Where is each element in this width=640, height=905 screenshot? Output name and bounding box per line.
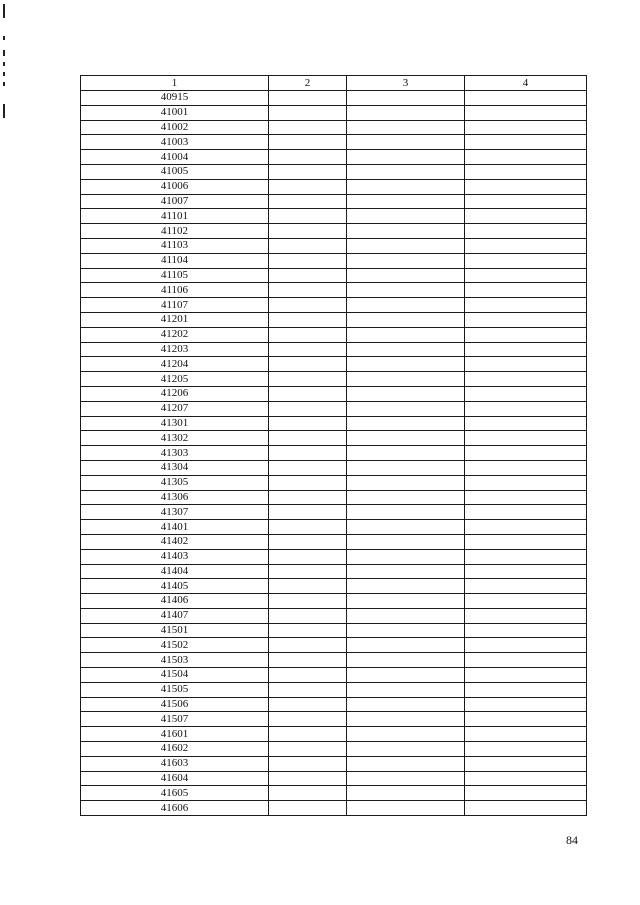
table-cell-col2 — [269, 608, 347, 623]
row-code-cell: 41302 — [81, 431, 269, 446]
table-row — [81, 786, 587, 801]
table-cell-col3 — [347, 623, 465, 638]
table-row — [81, 194, 587, 209]
table-cell-col2 — [269, 771, 347, 786]
table-row — [81, 164, 587, 179]
table-cell-col2 — [269, 594, 347, 609]
table-cell-col4 — [465, 460, 587, 475]
table-cell-col2 — [269, 490, 347, 505]
table-cell-col2 — [269, 460, 347, 475]
row-code-cell: 41002 — [81, 120, 269, 135]
table-row — [81, 594, 587, 609]
table-row — [81, 549, 587, 564]
table-cell-col4 — [465, 579, 587, 594]
table-row — [81, 327, 587, 342]
row-code-cell: 41502 — [81, 638, 269, 653]
table-cell-col3 — [347, 164, 465, 179]
table-header-row — [81, 76, 587, 91]
row-code-cell: 41601 — [81, 727, 269, 742]
table-cell-col2 — [269, 579, 347, 594]
row-code-cell: 41105 — [81, 268, 269, 283]
table-row — [81, 431, 587, 446]
table-cell-col3 — [347, 638, 465, 653]
table-cell-col2 — [269, 105, 347, 120]
table-cell-col3 — [347, 801, 465, 816]
table-cell-col3 — [347, 431, 465, 446]
table-cell-col2 — [269, 623, 347, 638]
row-code-cell: 41403 — [81, 549, 269, 564]
table-cell-col3 — [347, 771, 465, 786]
row-code-cell: 41402 — [81, 534, 269, 549]
table-cell-col2 — [269, 475, 347, 490]
table-row — [81, 801, 587, 816]
table-cell-col4 — [465, 238, 587, 253]
table-cell-col4 — [465, 742, 587, 757]
table-row — [81, 312, 587, 327]
table-cell-col3 — [347, 238, 465, 253]
table-cell-col3 — [347, 712, 465, 727]
row-code-cell: 41406 — [81, 594, 269, 609]
table-cell-col4 — [465, 150, 587, 165]
table-cell-col4 — [465, 668, 587, 683]
table-row — [81, 224, 587, 239]
table-cell-col2 — [269, 179, 347, 194]
table-row — [81, 357, 587, 372]
table-cell-col4 — [465, 697, 587, 712]
table-cell-col4 — [465, 490, 587, 505]
row-code-cell: 41603 — [81, 756, 269, 771]
table-row — [81, 727, 587, 742]
table-cell-col4 — [465, 253, 587, 268]
table-row — [81, 682, 587, 697]
row-code-cell: 41202 — [81, 327, 269, 342]
table-cell-col3 — [347, 682, 465, 697]
table-cell-col3 — [347, 268, 465, 283]
row-code-cell: 41107 — [81, 298, 269, 313]
table-row — [81, 475, 587, 490]
table-cell-col4 — [465, 712, 587, 727]
table-cell-col2 — [269, 135, 347, 150]
row-code-cell: 41305 — [81, 475, 269, 490]
page-number: 84 — [566, 833, 578, 847]
table-cell-col3 — [347, 416, 465, 431]
table-cell-col4 — [465, 105, 587, 120]
table-row — [81, 505, 587, 520]
row-code-cell: 41006 — [81, 179, 269, 194]
table-row — [81, 668, 587, 683]
table-cell-col3 — [347, 194, 465, 209]
table-cell-col2 — [269, 505, 347, 520]
table-cell-col2 — [269, 549, 347, 564]
table-row — [81, 460, 587, 475]
table-cell-col3 — [347, 105, 465, 120]
table-row — [81, 253, 587, 268]
row-code-cell: 41007 — [81, 194, 269, 209]
table-row — [81, 608, 587, 623]
table-row — [81, 756, 587, 771]
table-row — [81, 401, 587, 416]
table-cell-col2 — [269, 801, 347, 816]
row-code-cell: 41405 — [81, 579, 269, 594]
table-cell-col2 — [269, 342, 347, 357]
table-cell-col4 — [465, 283, 587, 298]
table-cell-col2 — [269, 446, 347, 461]
row-code-cell: 41206 — [81, 386, 269, 401]
table-cell-col3 — [347, 564, 465, 579]
table-row — [81, 697, 587, 712]
row-code-cell: 41103 — [81, 238, 269, 253]
table-cell-col2 — [269, 386, 347, 401]
table-row — [81, 742, 587, 757]
table-cell-col4 — [465, 446, 587, 461]
row-code-cell: 41404 — [81, 564, 269, 579]
row-code-cell: 41203 — [81, 342, 269, 357]
row-code-cell: 41204 — [81, 357, 269, 372]
table-cell-col3 — [347, 594, 465, 609]
table-cell-col2 — [269, 120, 347, 135]
table-row — [81, 653, 587, 668]
table-cell-col3 — [347, 534, 465, 549]
table-row — [81, 520, 587, 535]
table-cell-col4 — [465, 682, 587, 697]
table-cell-col2 — [269, 520, 347, 535]
column-header-4: 4 — [465, 76, 587, 91]
table-cell-col4 — [465, 608, 587, 623]
table-row — [81, 105, 587, 120]
row-code-cell: 41101 — [81, 209, 269, 224]
table-cell-col4 — [465, 638, 587, 653]
row-code-cell: 41004 — [81, 150, 269, 165]
table-cell-col3 — [347, 372, 465, 387]
table-row — [81, 179, 587, 194]
table-cell-col2 — [269, 534, 347, 549]
table-cell-col4 — [465, 401, 587, 416]
table-cell-col2 — [269, 668, 347, 683]
row-code-cell: 41303 — [81, 446, 269, 461]
table-cell-col2 — [269, 209, 347, 224]
table-cell-col2 — [269, 401, 347, 416]
table-cell-col4 — [465, 505, 587, 520]
table-cell-col4 — [465, 431, 587, 446]
table-cell-col4 — [465, 416, 587, 431]
data-table — [80, 75, 587, 816]
row-code-cell: 41505 — [81, 682, 269, 697]
row-code-cell: 41104 — [81, 253, 269, 268]
row-code-cell: 41602 — [81, 742, 269, 757]
table-cell-col4 — [465, 120, 587, 135]
row-code-cell: 41001 — [81, 105, 269, 120]
row-code-cell: 41501 — [81, 623, 269, 638]
table-cell-col2 — [269, 712, 347, 727]
table-cell-col2 — [269, 238, 347, 253]
row-code-cell: 41201 — [81, 312, 269, 327]
table-cell-col2 — [269, 194, 347, 209]
table-cell-col4 — [465, 209, 587, 224]
row-code-cell: 41604 — [81, 771, 269, 786]
table-cell-col3 — [347, 742, 465, 757]
table-cell-col3 — [347, 179, 465, 194]
table-cell-col3 — [347, 327, 465, 342]
table-cell-col4 — [465, 91, 587, 106]
row-code-cell: 41301 — [81, 416, 269, 431]
row-code-cell: 41003 — [81, 135, 269, 150]
table-cell-col2 — [269, 164, 347, 179]
table-cell-col2 — [269, 431, 347, 446]
table-cell-col3 — [347, 209, 465, 224]
row-code-cell: 41205 — [81, 372, 269, 387]
column-header-1: 1 — [81, 76, 269, 91]
table-row — [81, 623, 587, 638]
table-row — [81, 771, 587, 786]
table-cell-col3 — [347, 401, 465, 416]
table-cell-col3 — [347, 446, 465, 461]
table-cell-col2 — [269, 638, 347, 653]
table-cell-col2 — [269, 327, 347, 342]
table-cell-col2 — [269, 727, 347, 742]
table-row — [81, 490, 587, 505]
row-code-cell: 41507 — [81, 712, 269, 727]
table-cell-col4 — [465, 475, 587, 490]
table-cell-col3 — [347, 386, 465, 401]
table-cell-col3 — [347, 460, 465, 475]
table-body — [81, 91, 587, 816]
table-cell-col4 — [465, 756, 587, 771]
table-row — [81, 238, 587, 253]
table-cell-col4 — [465, 623, 587, 638]
table-cell-col3 — [347, 224, 465, 239]
table-row — [81, 91, 587, 106]
binding-edge-marks — [0, 0, 20, 130]
table-row — [81, 372, 587, 387]
table-cell-col4 — [465, 534, 587, 549]
row-code-cell: 41304 — [81, 460, 269, 475]
table-row — [81, 268, 587, 283]
table-cell-col3 — [347, 357, 465, 372]
table-cell-col2 — [269, 357, 347, 372]
row-code-cell: 41605 — [81, 786, 269, 801]
table-cell-col4 — [465, 801, 587, 816]
table-row — [81, 150, 587, 165]
table-cell-col2 — [269, 91, 347, 106]
table-cell-col4 — [465, 357, 587, 372]
row-code-cell: 41106 — [81, 283, 269, 298]
row-code-cell: 41506 — [81, 697, 269, 712]
table-row — [81, 209, 587, 224]
table-cell-col4 — [465, 194, 587, 209]
table-cell-col4 — [465, 327, 587, 342]
row-code-cell: 41207 — [81, 401, 269, 416]
table-row — [81, 564, 587, 579]
table-row — [81, 283, 587, 298]
table-cell-col3 — [347, 253, 465, 268]
table-row — [81, 579, 587, 594]
table-cell-col3 — [347, 312, 465, 327]
table-cell-col3 — [347, 490, 465, 505]
table-cell-col3 — [347, 505, 465, 520]
table-cell-col4 — [465, 224, 587, 239]
table-cell-col4 — [465, 653, 587, 668]
table-row — [81, 416, 587, 431]
table-cell-col3 — [347, 475, 465, 490]
table-cell-col4 — [465, 520, 587, 535]
table-cell-col2 — [269, 253, 347, 268]
table-cell-col4 — [465, 564, 587, 579]
table-row — [81, 135, 587, 150]
table-cell-col3 — [347, 150, 465, 165]
table-cell-col2 — [269, 268, 347, 283]
table-cell-col2 — [269, 682, 347, 697]
table-row — [81, 342, 587, 357]
table-cell-col3 — [347, 608, 465, 623]
table-cell-col3 — [347, 727, 465, 742]
table-cell-col2 — [269, 224, 347, 239]
table-row — [81, 446, 587, 461]
table-cell-col2 — [269, 756, 347, 771]
table-cell-col3 — [347, 653, 465, 668]
table-cell-col2 — [269, 653, 347, 668]
column-header-3: 3 — [347, 76, 465, 91]
table-cell-col3 — [347, 520, 465, 535]
table-cell-col2 — [269, 298, 347, 313]
table-cell-col3 — [347, 786, 465, 801]
table-cell-col2 — [269, 416, 347, 431]
table-cell-col4 — [465, 342, 587, 357]
table-cell-col3 — [347, 91, 465, 106]
table-row — [81, 712, 587, 727]
row-code-cell: 41606 — [81, 801, 269, 816]
table-cell-col2 — [269, 372, 347, 387]
table-cell-col3 — [347, 549, 465, 564]
table-cell-col2 — [269, 786, 347, 801]
table-cell-col4 — [465, 268, 587, 283]
row-code-cell: 41005 — [81, 164, 269, 179]
row-code-cell: 41401 — [81, 520, 269, 535]
table-cell-col3 — [347, 342, 465, 357]
table-cell-col4 — [465, 135, 587, 150]
table-cell-col4 — [465, 771, 587, 786]
table-cell-col2 — [269, 742, 347, 757]
table-cell-col4 — [465, 372, 587, 387]
table-cell-col2 — [269, 283, 347, 298]
table-cell-col3 — [347, 668, 465, 683]
table-cell-col2 — [269, 564, 347, 579]
table-cell-col2 — [269, 312, 347, 327]
table-cell-col3 — [347, 298, 465, 313]
row-code-cell: 41503 — [81, 653, 269, 668]
table-cell-col4 — [465, 727, 587, 742]
row-code-cell: 41306 — [81, 490, 269, 505]
table-cell-col3 — [347, 697, 465, 712]
row-code-cell: 41307 — [81, 505, 269, 520]
table-cell-col2 — [269, 697, 347, 712]
row-code-cell: 41504 — [81, 668, 269, 683]
table-cell-col4 — [465, 386, 587, 401]
table-cell-col4 — [465, 164, 587, 179]
table-cell-col4 — [465, 298, 587, 313]
table-cell-col4 — [465, 549, 587, 564]
row-code-cell: 40915 — [81, 91, 269, 106]
table-cell-col3 — [347, 135, 465, 150]
table-cell-col3 — [347, 120, 465, 135]
table-cell-col4 — [465, 179, 587, 194]
table-row — [81, 386, 587, 401]
table-cell-col3 — [347, 756, 465, 771]
table-cell-col2 — [269, 150, 347, 165]
table-row — [81, 298, 587, 313]
table-cell-col4 — [465, 312, 587, 327]
table-cell-col4 — [465, 594, 587, 609]
column-header-2: 2 — [269, 76, 347, 91]
table-cell-col4 — [465, 786, 587, 801]
table-row — [81, 120, 587, 135]
table-cell-col3 — [347, 579, 465, 594]
row-code-cell: 41102 — [81, 224, 269, 239]
table-row — [81, 638, 587, 653]
row-code-cell: 41407 — [81, 608, 269, 623]
table-cell-col3 — [347, 283, 465, 298]
table-row — [81, 534, 587, 549]
